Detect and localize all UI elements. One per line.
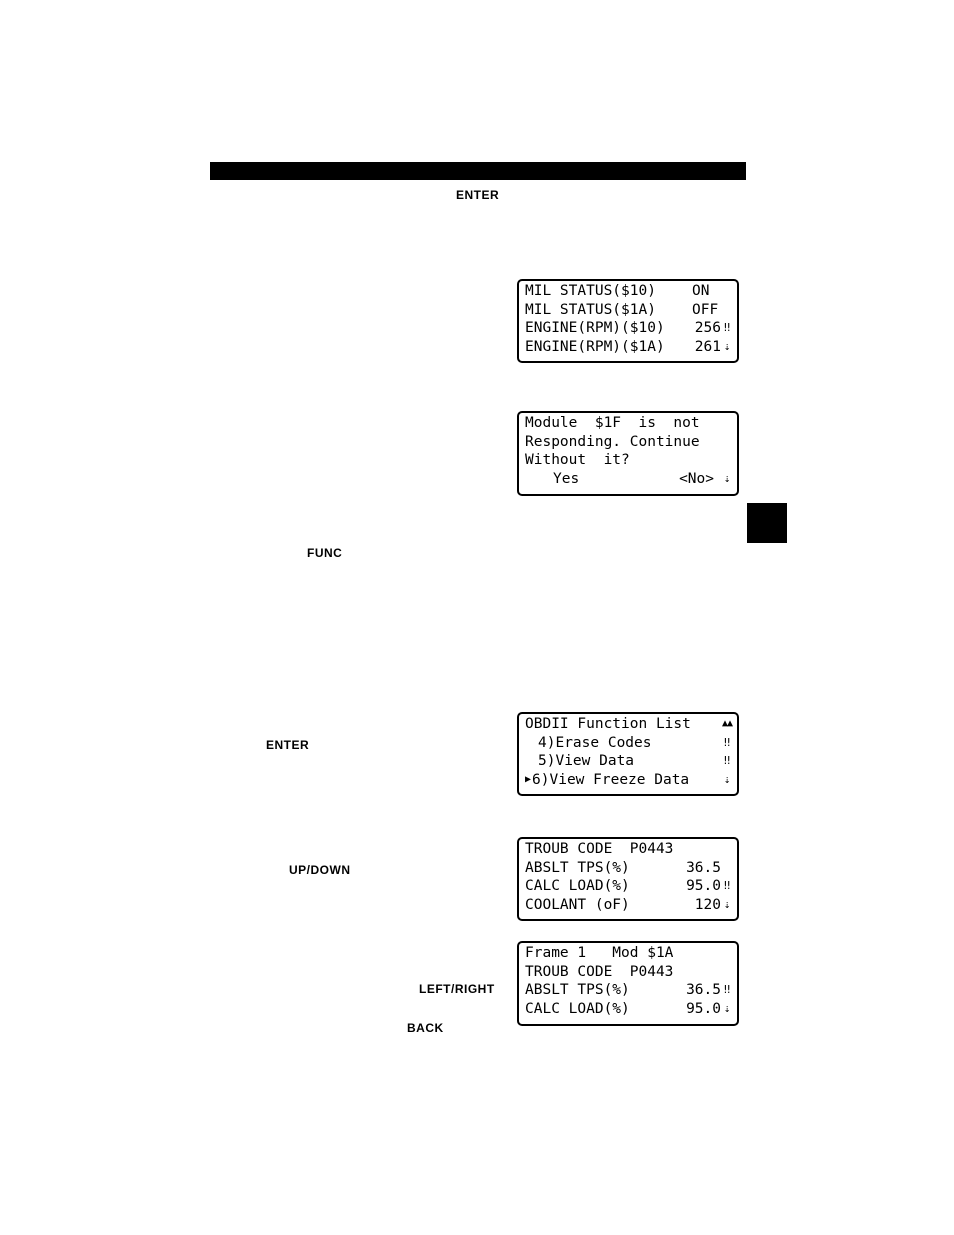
lcd-row — [525, 859, 732, 878]
lcd-row — [525, 470, 732, 489]
row-label: MIL STATUS($10) — [525, 283, 656, 299]
lcd-row — [525, 1000, 732, 1019]
scroll-bar-icon: ‼ — [723, 983, 731, 997]
row-label: ABSLT TPS(%) — [525, 982, 630, 999]
row-value: 36.5 — [686, 982, 721, 999]
menu-item-label: 5)View Data — [538, 753, 635, 770]
row-value: 36.5 — [686, 859, 721, 876]
scroll-down-icon: ⇣ — [723, 1001, 731, 1015]
lcd-screen-module-prompt — [517, 411, 739, 496]
row-label: CALC LOAD(%) — [525, 878, 630, 895]
section-header-bar — [210, 162, 746, 180]
option-yes[interactable]: Yes — [553, 470, 580, 487]
enter-key-label: ENTER — [456, 188, 500, 202]
lcd-row — [525, 981, 732, 1000]
lcd-row — [525, 944, 732, 963]
row-label: TROUB CODE P0443 — [525, 841, 674, 857]
lcd-row — [525, 319, 732, 338]
func-key-label: FUNC — [307, 546, 343, 560]
option-no[interactable]: <No> — [679, 470, 714, 487]
lcd-screen-freeze-frame — [517, 941, 739, 1026]
row-label: ABSLT TPS(%) — [525, 859, 630, 876]
menu-item-selected[interactable] — [525, 771, 732, 790]
selector-arrow-icon: ▶ — [525, 773, 532, 785]
lcd-row — [525, 451, 732, 470]
lcd-row — [525, 282, 732, 301]
chapter-tab — [747, 503, 787, 543]
row-value: OFF — [692, 301, 719, 318]
lcd-row — [525, 715, 732, 734]
menu-item-label: 6)View Freeze Data — [532, 771, 690, 788]
row-value: 261 — [694, 338, 721, 355]
row-value: 120 — [694, 896, 721, 913]
row-label: CALC LOAD(%) — [525, 1000, 630, 1017]
row-value: 95.0 — [686, 1000, 721, 1017]
scroll-down-icon: ⇣ — [723, 339, 731, 353]
lcd-row — [525, 414, 732, 433]
scroll-down-icon: ⇣ — [723, 471, 731, 485]
lcd-row — [525, 896, 732, 915]
prompt-line: Responding. Continue — [525, 433, 700, 450]
left-right-key-label: LEFT/RIGHT — [419, 982, 495, 996]
row-label: ENGINE(RPM)($1A) — [525, 338, 665, 355]
row-label: MIL STATUS($1A) — [525, 301, 656, 318]
lcd-row — [525, 877, 732, 896]
back-key-label: BACK — [407, 1021, 444, 1035]
row-value: ON — [692, 283, 710, 299]
scroll-bar-icon: ‼ — [723, 879, 731, 893]
row-label: COOLANT (oF) — [525, 896, 630, 913]
lcd-row — [525, 301, 732, 320]
lcd-screen-mil-status — [517, 279, 739, 363]
frame-header: Frame 1 Mod $1A — [525, 945, 674, 961]
row-value: 95.0 — [686, 878, 721, 895]
lcd-row — [525, 338, 732, 357]
enter-key-label: ENTER — [266, 738, 310, 752]
menu-item-label: 4)Erase Codes — [538, 734, 652, 751]
menu-item[interactable] — [525, 734, 732, 753]
lcd-screen-function-list — [517, 712, 739, 796]
menu-title: OBDII Function List — [525, 716, 691, 732]
menu-item[interactable] — [525, 752, 732, 771]
scroll-bar-icon: ‼ — [723, 735, 731, 749]
prompt-line: Module $1F is not — [525, 415, 700, 431]
scroll-bar-icon: ‼ — [723, 754, 731, 768]
row-label: ENGINE(RPM)($10) — [525, 320, 665, 337]
row-label: TROUB CODE P0443 — [525, 963, 674, 980]
lcd-row — [525, 840, 732, 859]
row-value: 256 — [694, 320, 721, 337]
lcd-screen-freeze-data — [517, 837, 739, 921]
prompt-line: Without it? — [525, 452, 630, 469]
scroll-down-icon: ⇣ — [723, 897, 731, 911]
up-down-key-label: UP/DOWN — [289, 863, 351, 877]
lcd-row — [525, 963, 732, 982]
lcd-row — [525, 433, 732, 452]
scroll-down-icon: ⇣ — [723, 772, 731, 786]
scroll-bar-icon: ‼ — [723, 321, 731, 335]
scroll-up-icon: ▲▲ — [722, 718, 733, 729]
